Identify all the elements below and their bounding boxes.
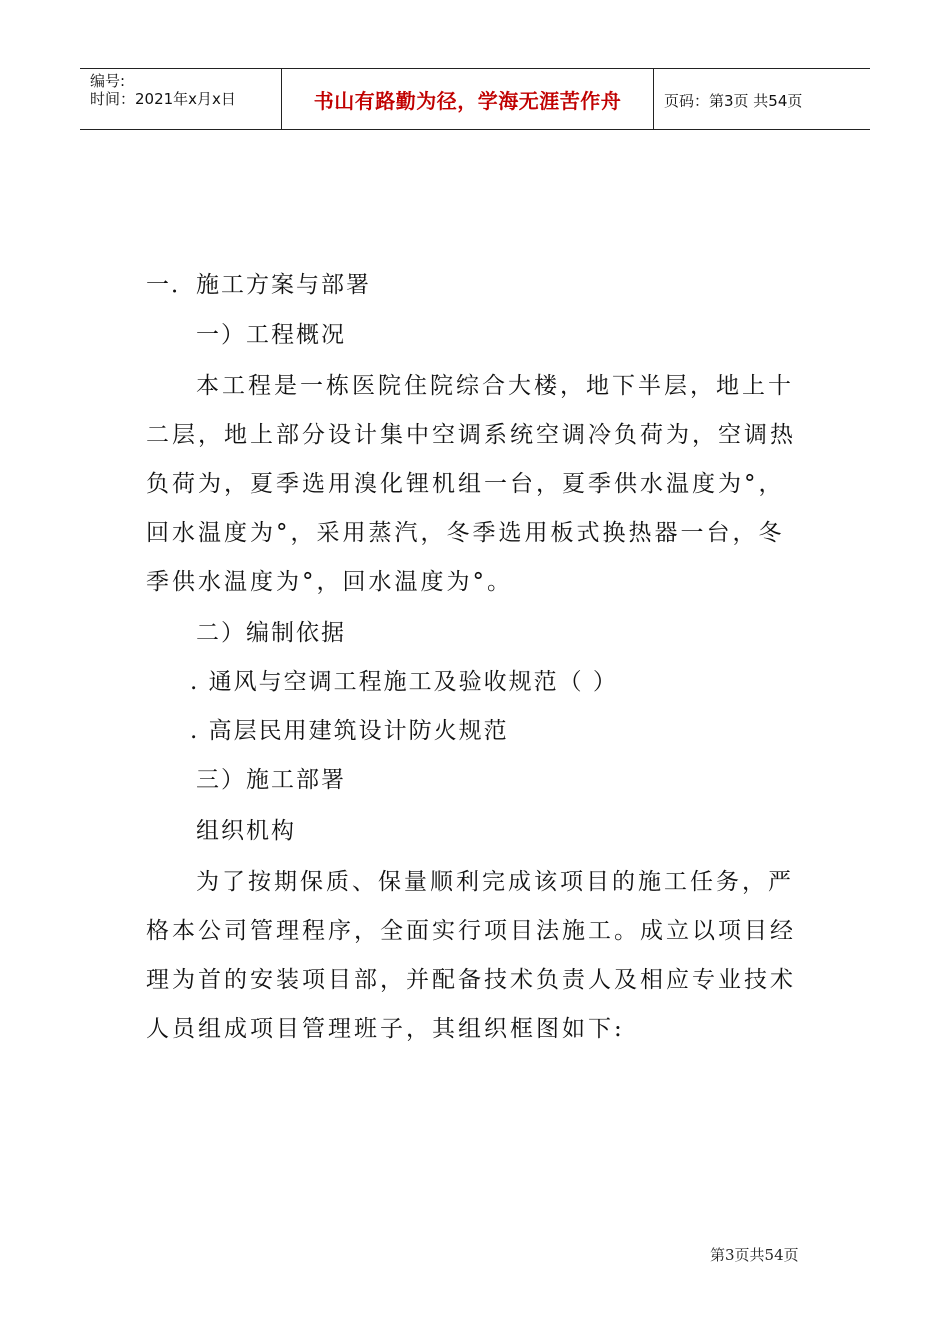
document-header (80, 68, 870, 130)
basis-item: . 通风与空调工程施工及验收规范（ ） (190, 669, 618, 695)
overview-paragraph-text: 本工程是一栋医院住院综合大楼，地下半层，地上十二层，地上部分设计集中空调系统空调冷负荷为，空调热负荷为，夏季选用溴化锂机组一台，夏季供水温度为°，回水温度为°，采用蒸汽，冬季选用板式换热器一台，冬季供水温度为°，回水温度为°。 (146, 373, 796, 595)
subsection-heading-overview: 一）工程概况 (196, 322, 346, 348)
header-motto-cell (282, 69, 654, 129)
header-motto: 书山有路勤为径，学海无涯苦作舟 (313, 89, 622, 113)
document-number: 编号: (90, 72, 126, 90)
header-info-cell (80, 69, 282, 129)
subsection-heading-basis: 二）编制依据 (196, 620, 346, 646)
header-page-cell (654, 69, 870, 129)
section-heading: 一．施工方案与部署 (146, 272, 371, 298)
subsection-heading-deployment: 三）施工部署 (196, 767, 346, 793)
organization-paragraph-text: 为了按期保质、保量顺利完成该项目的施工任务，严格本公司管理程序，全面实行项目法施工。成立以项目经理为首的安装项目部，并配备技术负责人及相应专业技术人员组成项目管理班子，其组织框图如下: (146, 869, 796, 1042)
organization-paragraph (146, 858, 810, 1054)
subsection-heading-organization: 组织机构 (196, 818, 296, 844)
document-date: 时间：2021年x月x日 (90, 90, 236, 108)
overview-paragraph (146, 362, 810, 607)
footer-page-number: 第3页共54页 (710, 1246, 799, 1264)
basis-item: . 高层民用建筑设计防火规范 (190, 718, 509, 744)
header-page-number: 页码：第3页 共54页 (664, 92, 803, 110)
